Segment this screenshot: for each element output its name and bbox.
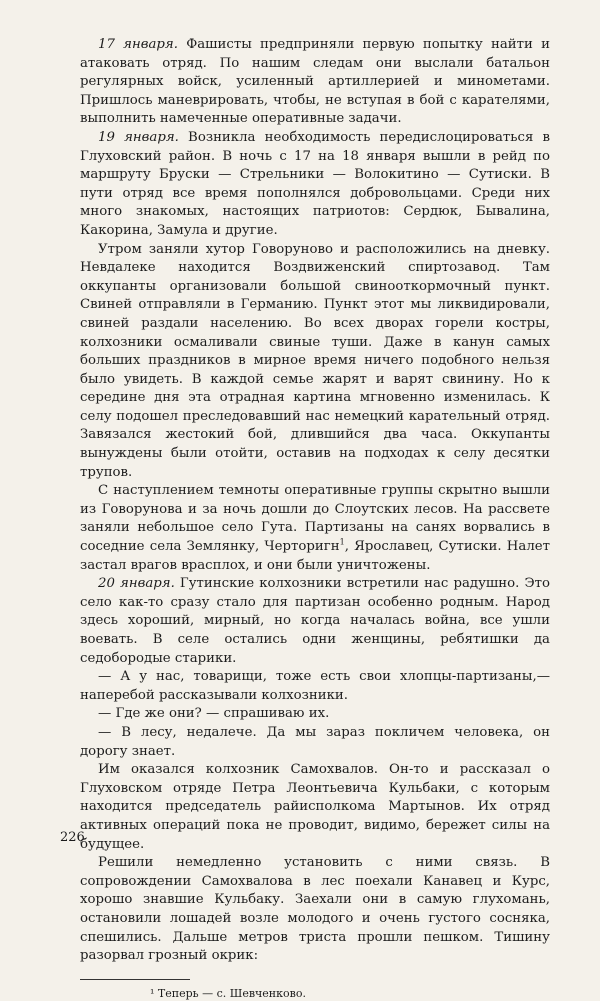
body-text (80, 36, 550, 966)
page-number: 226 (60, 830, 85, 845)
footnote-marker: 1 (339, 537, 345, 547)
paragraph: Решили немедленно установить с ними связь. В сопровождении Самохвалова в лес поехали Канавец и Курс, хорошо знавшие Кульбаку. Заехали они в самую глухомань, остановили лошадей возле молодого и очень густого сосняка, спешились. Дальше метров триста прошли пешком. Тишину разорвал грозный окрик: (80, 855, 550, 964)
paragraph: 17 января. Фашисты предприняли первую попытку найти и атаковать отряд. По нашим следам они выслали батальон регулярных войск, усиленный артиллерией и минометами. Пришлось маневрировать, чтобы, не вступая в бой с карателями, выполнить намеченные оперативные задачи. (80, 37, 550, 127)
paragraph: Утром заняли хутор Говоруново и расположились на дневку. Невдалеке находится Воздвиженский спиртозавод. Там оккупанты организовали большой свинооткормочный пункт. Свиней отправляли в Германию. Пункт этот мы ликвидировали, свиней раздали населению. Во всех дворах горели костры, колхозники осмаливали свиные туши. Даже в канун самых больших праздников в мирное время ничего подобного нельзя было увидеть. В каждой семье жарят и варят свинину. Но к середине дня эта отрадная картина мгновенно изменилась. К селу подошел преследовавший нас немецкий карательный отряд. Завязался жестокий бой, длившийся два часа. Оккупанты вынуждены были отойти, оставив на подходах к селу десятки трупов. (80, 241, 550, 480)
paragraph: Им оказался колхозник Самохвалов. Он-то и рассказал о Глуховском отряде Петра Леонтьевича Кульбаки, с которым находится председатель райисполкома Мартынов. Их отряд активных операций пока не проводит, видимо, бережет силы на будущее. (80, 762, 550, 852)
entry-date: 19 января. (98, 129, 179, 145)
entry-date: 17 января. (98, 37, 178, 52)
footnote: ¹ Теперь — с. Шевченково. (150, 986, 306, 1000)
paragraph: 19 января. Возникла необходимость передислоцироваться в Глуховский район. В ночь с 17 на 18 января вышли в рейд по маршруту Бруски — Стрельники — Волокитино — Сутиски. В пути отряд все время пополнялся добровольцами. Среди них много знакомых, настоящих патриотов: Сердюк, Бывалина, Какорина, Замула и другие. (80, 129, 551, 238)
dialogue-line: — А у нас, товарищи, тоже есть свои хлопцы-партизаны,— наперебой рассказывали колхозники. (80, 669, 550, 703)
paragraph: 20 января. Гутинские колхозники встретили нас радушно. Это село как-то сразу стало для партизан особенно родным. Народ здесь хороший, мирный, но когда началась война, все ушли воевать. В селе остались одни женщины, ребятишки да седобородые старики. (80, 576, 550, 666)
paragraph: С наступлением темноты оперативные группы скрытно вышли из Говорунова и за ночь дошли до Слоутских лесов. На рассвете заняли небольшое село Гута. Партизаны на санях ворвались в соседние села Землянку, Черторигн$^1$, Ярославец, Сутиски. Налет застал врагов врасплох, и они были уничтожены. (80, 483, 551, 573)
footnote-divider (80, 979, 190, 980)
entry-date: 20 января. (98, 576, 175, 592)
dialogue-line: — Где же они? — спрашиваю их. (98, 706, 330, 722)
dialogue-line: — В лесу, недалече. Да мы зараз покличем человека, он дорогу знает. (80, 724, 550, 759)
